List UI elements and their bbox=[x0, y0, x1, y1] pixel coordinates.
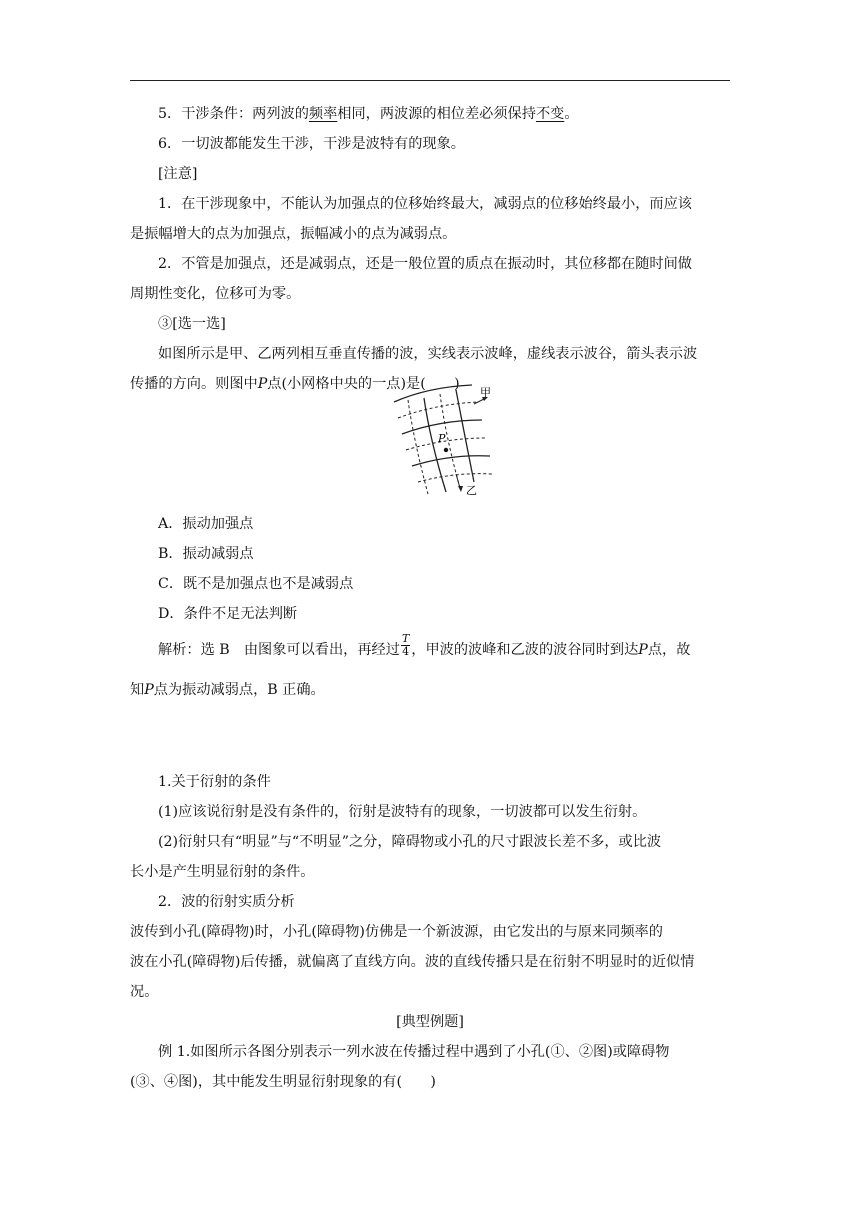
example-text: 例 1.如图所示各图分别表示一列水波在传播过程中遇到了小孔(①、②图)或障碍物 bbox=[158, 1044, 670, 1060]
interference-condition-line: 5．干涉条件：两列波的频率相同，两波源的相位差必须保持不变。 bbox=[158, 106, 579, 122]
label-yi: 乙 bbox=[466, 484, 477, 497]
text-line: 是振幅增大的点为加强点，振幅减小的点为减弱点。 bbox=[130, 226, 457, 242]
section-heading: 1.关于衍射的条件 bbox=[158, 774, 271, 790]
question-stem: 传播的方向。则图中P点(小网格中央的一点)是( ) bbox=[130, 376, 460, 392]
text-line: 6．一切波都能发生干涉，干涉是波特有的现象。 bbox=[158, 136, 465, 152]
option-b: B．振动减弱点 bbox=[158, 546, 254, 562]
label-jia: 甲 bbox=[480, 386, 491, 399]
label-p: P bbox=[438, 432, 446, 445]
text-line: 周期性变化，位移可为零。 bbox=[130, 286, 301, 302]
point-p-dot bbox=[444, 448, 448, 452]
option-a: A．振动加强点 bbox=[158, 516, 254, 532]
question-tag: ③[选一选] bbox=[158, 316, 226, 332]
answer-line: 解析：选 B 由图象可以看出，再经过 $\frac{T}{4}$ ，甲波的波峰和乙波的波谷同时到达P点，故 bbox=[158, 631, 691, 658]
option-d: D．条件不足无法判断 bbox=[158, 606, 298, 622]
text-line: 长小是产生明显衍射的条件。 bbox=[130, 864, 315, 880]
answer-line: 知P点为振动减弱点，B 正确。 bbox=[130, 682, 325, 698]
example-title: [典型例题] bbox=[396, 1014, 464, 1030]
text-line: (2)衍射只有“明显”与“不明显”之分，障碍物或小孔的尺寸跟波长差不多，或比波 bbox=[158, 834, 662, 850]
underlined-frequency: 频率 bbox=[308, 106, 338, 122]
text-line: 波在小孔(障碍物)后传播，就偏离了直线方向。波的直线传播只是在衍射不明显时的近似情 bbox=[130, 954, 695, 970]
wave-grid-figure bbox=[388, 382, 500, 500]
text-line: 况。 bbox=[130, 984, 159, 1000]
note-heading: [注意] bbox=[158, 166, 198, 182]
fraction-t-over-4: $\frac{T}{4}$ bbox=[401, 631, 410, 658]
question-stem: 如图所示是甲、乙两列相互垂直传播的波，实线表示波峰，虚线表示波谷，箭头表示波 bbox=[158, 346, 698, 362]
text-line: 2．不管是加强点，还是减弱点，还是一般位置的质点在振动时，其位移都在随时间做 bbox=[158, 256, 692, 272]
option-c: C．既不是加强点也不是减弱点 bbox=[158, 576, 354, 592]
example-text: (③、④图)，其中能发生明显衍射现象的有( ) bbox=[130, 1074, 436, 1090]
text-line: 1．在干涉现象中，不能认为加强点的位移始终最大，减弱点的位移始终最小，而应该 bbox=[158, 196, 692, 212]
text-line: 波传到小孔(障碍物)时，小孔(障碍物)仿佛是一个新波源，由它发出的与原来同频率的 bbox=[130, 924, 663, 940]
header-rule bbox=[130, 80, 730, 81]
text-line: (1)应该说衍射是没有条件的，衍射是波特有的现象，一切波都可以发生衍射。 bbox=[158, 804, 647, 820]
section-heading: 2．波的衍射实质分析 bbox=[158, 894, 295, 910]
underlined-unchanged: 不变 bbox=[535, 106, 565, 122]
